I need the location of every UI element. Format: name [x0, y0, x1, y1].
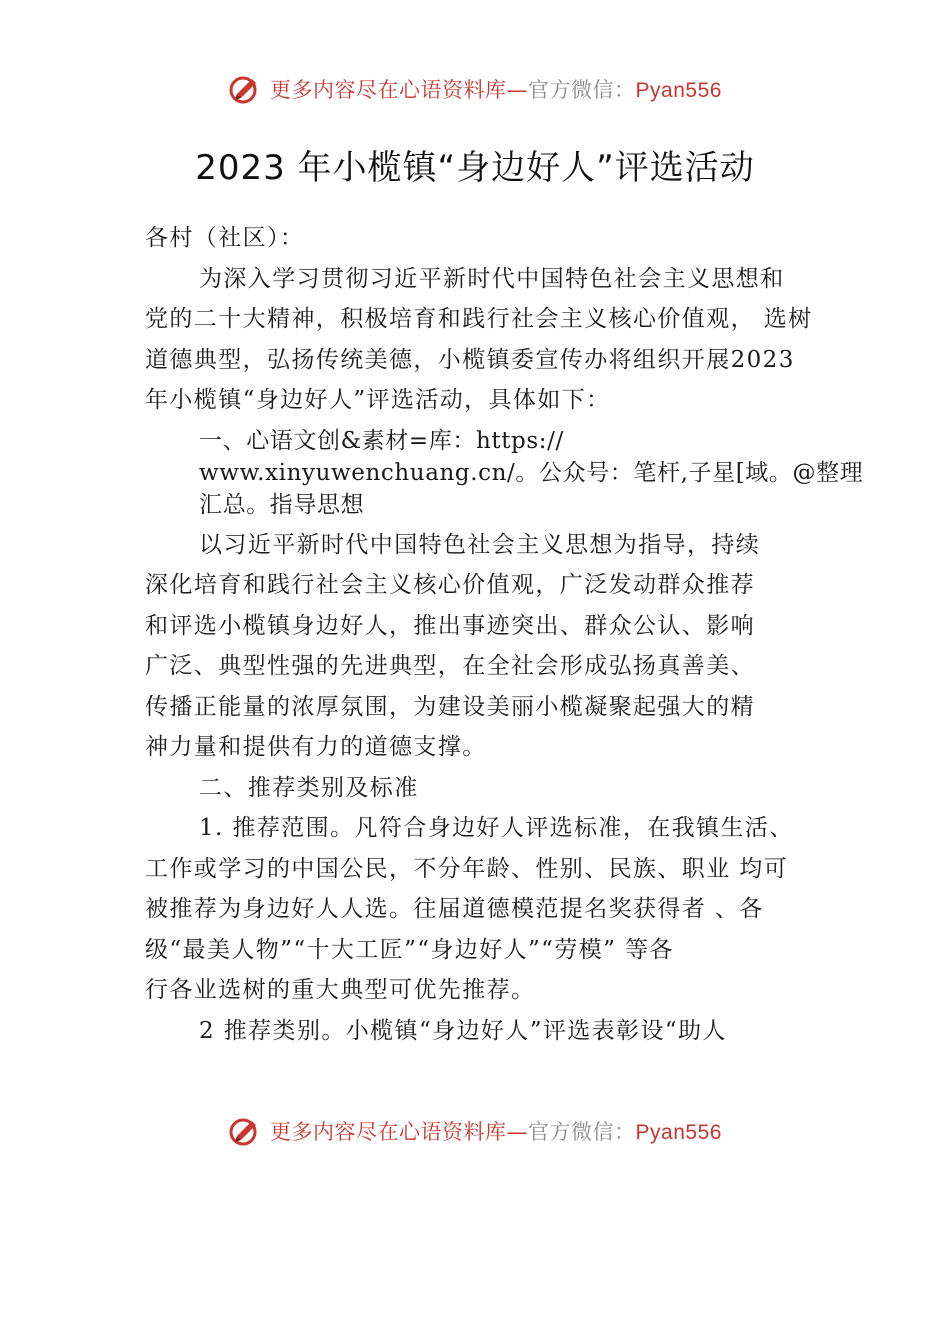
paragraph-line: 行各业选树的重大典型可优先推荐。 [145, 977, 536, 1003]
section-heading-1-cont: 汇总。指导思想 [199, 491, 365, 518]
paragraph-line: 被推荐为身边好人人选。往届道德模范提名奖获得者 、各 [145, 896, 764, 922]
document-title: 2023 年小榄镇“身边好人”评选活动 [195, 148, 755, 188]
pen-circle-logo-icon [228, 1114, 262, 1148]
header-banner [0, 72, 950, 106]
section-heading-2: 二、推荐类别及标准 [199, 774, 419, 801]
paragraph-line: 神力量和提供有力的道德支撑。 [145, 734, 487, 760]
paragraph-line: 级“最美人物”“十大工匠”“身边好人”“劳模” 等各 [145, 936, 674, 963]
paragraph-line: 传播正能量的浓厚氛围，为建设美丽小榄凝聚起强大的精 [145, 693, 755, 720]
salutation: 各村（社区）： [145, 225, 305, 251]
footer-banner [0, 1114, 950, 1148]
paragraph-line: 为深入学习贯彻习近平新时代中国特色社会主义思想和 [199, 265, 785, 292]
paragraph-line: 工作或学习的中国公民，不分年龄、性别、民族、职业 均可 [145, 855, 789, 882]
paragraph-line: 党的二十大精神，积极培育和践行社会主义核心价值观， 选树 [145, 306, 813, 332]
paragraph-line: 年小榄镇“身边好人”评选活动，具体如下： [145, 387, 611, 413]
paragraph-line: 和评选小榄镇身边好人，推出事迹突出、群众公认、影响 [145, 612, 755, 639]
paragraph-line: 以习近平新时代中国特色社会主义思想为指导，持续 [199, 531, 761, 558]
document-body [145, 218, 864, 1051]
pen-circle-logo-icon [228, 72, 262, 106]
section-heading-1-cont: www.xinyuwenchuang.cn/。公众号：笔杆,子星[域。@整理 [199, 459, 864, 486]
banner-text: 更多内容尽在心语资料库—官方微信：Pyan556 [270, 78, 722, 102]
paragraph-line: 深化培育和践行社会主义核心价值观，广泛发动群众推荐 [145, 572, 755, 598]
list-item-2: 2 推荐类别。小榄镇“身边好人”评选表彰设“助人 [199, 1017, 727, 1044]
list-item-1: 1. 推荐范围。凡符合身边好人评选标准，在我镇生活、 [199, 815, 794, 841]
section-heading-1: 一、心语文创&素材=库：https:// [199, 427, 564, 454]
banner-text: 更多内容尽在心语资料库—官方微信：Pyan556 [270, 1120, 722, 1144]
paragraph-line: 广泛、典型性强的先进典型，在全社会形成弘扬真善美、 [145, 653, 755, 679]
paragraph-line: 道德典型，弘扬传统美德，小榄镇委宣传办将组织开展2023 [145, 346, 795, 373]
